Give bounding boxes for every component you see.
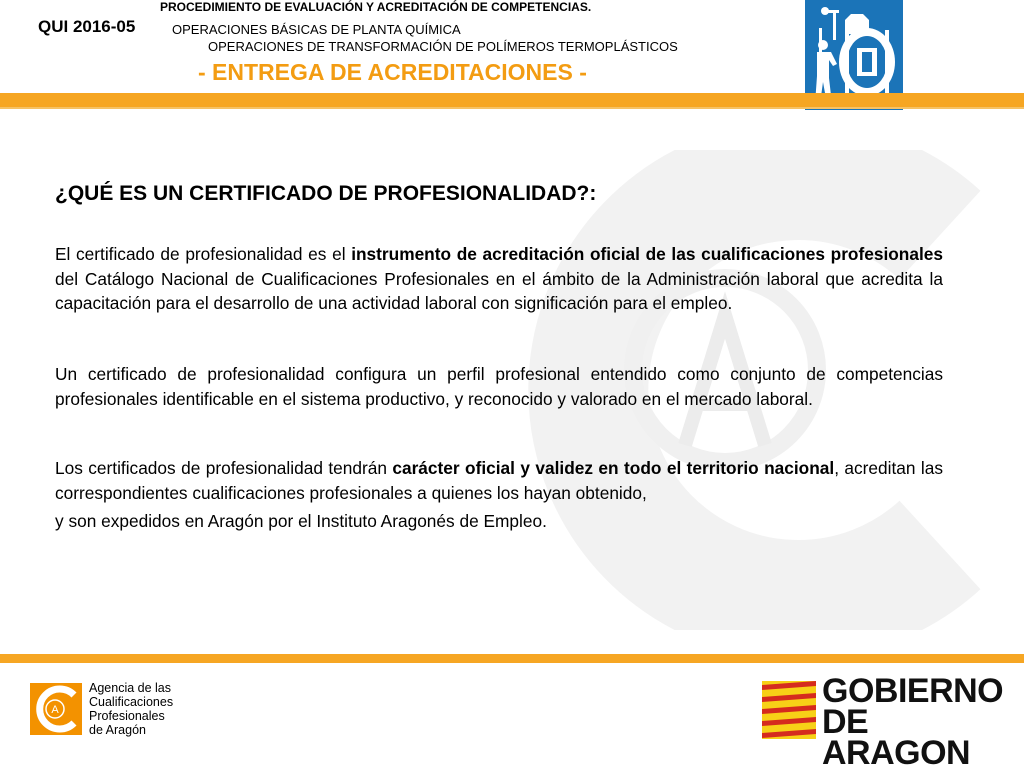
agency-name-line: Agencia de las (89, 681, 172, 695)
section-title: - ENTREGA DE ACREDITACIONES - (198, 59, 587, 85)
government-name-line: GOBIERNO (822, 672, 1004, 710)
qualification-name-1: OPERACIONES BÁSICAS DE PLANTA QUÍMICA (172, 22, 461, 37)
text-span: Los certificados de profesionalidad tendrán (55, 458, 393, 478)
header-orange-bar (0, 93, 1024, 107)
agency-logo-letter: A (51, 704, 59, 716)
agency-name-line: Cualificaciones (89, 695, 174, 709)
page-heading: ¿QUÉ ES UN CERTIFICADO DE PROFESIONALIDAD?: (55, 182, 597, 205)
validity-paragraph-tail: y son expedidos en Aragón por el Instituto Aragonés de Empleo. (55, 511, 547, 531)
procedure-title: PROCEDIMIENTO DE EVALUACIÓN Y ACREDITACIÓN DE COMPETENCIAS. (160, 0, 592, 14)
government-name-line: DE ARAGON (822, 703, 971, 772)
emphasis-text: carácter oficial y validez en todo el territorio nacional (392, 458, 835, 478)
aragon-flag-icon (762, 681, 816, 739)
header-divider (0, 107, 1024, 109)
agency-name-line: Profesionales (89, 709, 165, 723)
text-span: del Catálogo Nacional de Cualificaciones Profesionales en el ámbito de la Administración laboral que acredita la capacitación para el desarrollo de una actividad laboral con significación para el empleo. (55, 268, 943, 313)
government-logo-text (822, 672, 1024, 772)
agency-name-line: de Aragón (89, 723, 146, 737)
text-span: El certificado de profesionalidad es el (55, 244, 352, 264)
qualification-name-2: OPERACIONES DE TRANSFORMACIÓN DE POLÍMEROS TERMOPLÁSTICOS (208, 39, 678, 54)
footer-orange-bar (0, 654, 1024, 663)
validity-paragraph (55, 456, 943, 505)
agency-logo-icon (30, 683, 82, 735)
agency-name (89, 681, 173, 737)
qualification-code: QUI 2016-05 (38, 17, 136, 36)
emphasis-text: instrumento de acreditación oficial de las cualificaciones profesionales (351, 244, 944, 264)
profile-paragraph: Un certificado de profesionalidad configura un perfil profesional entendido como conjunto de competencias profesionales identificable en el sistema productivo, y reconocido y valorado en el mercado laboral. (55, 364, 943, 409)
text-span: , acreditan las correspondientes cualificaciones profesionales a quienes los hayan obtenido, (55, 458, 943, 503)
definition-paragraph (55, 242, 943, 316)
